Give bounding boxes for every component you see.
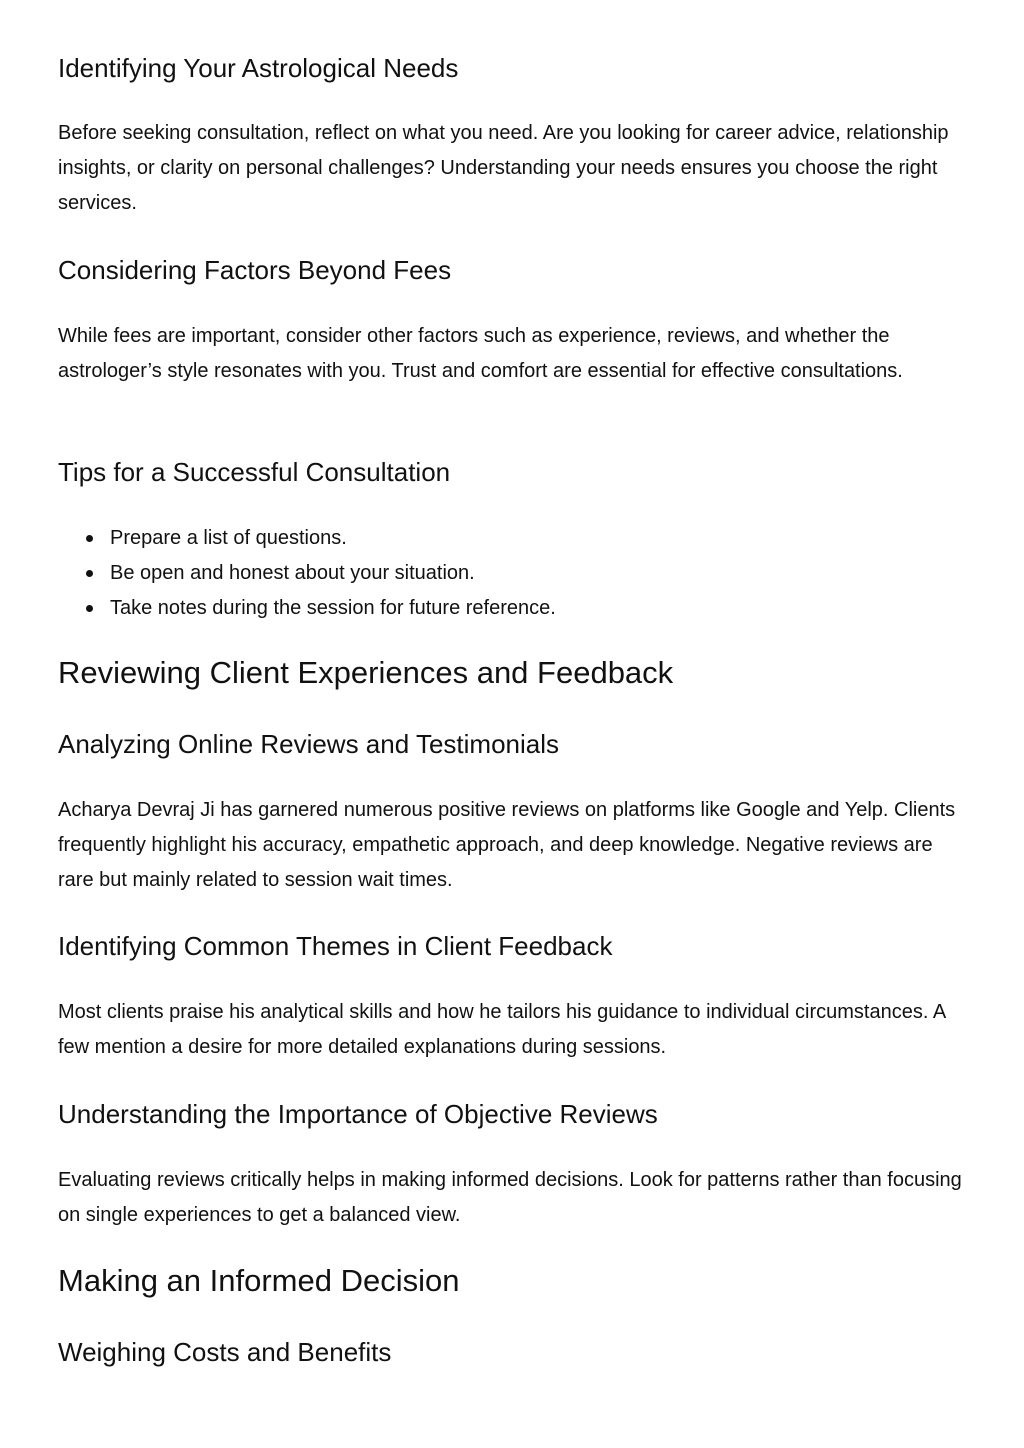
list-item-text: Prepare a list of questions. <box>110 527 347 549</box>
paragraph-objective-reviews: Evaluating reviews critically helps in making informed decisions. Look for patterns rather than focusing on single experiences to get a balanced view. <box>58 1169 962 1226</box>
heading-reviewing-client-experiences: Reviewing Client Experiences and Feedback <box>58 655 674 690</box>
paragraph-factors-beyond-fees: While fees are important, consider other factors such as experience, reviews, and whether the astrologer’s style resonates with you. Trust and comfort are essential for effective consultations. <box>58 325 903 382</box>
list-item <box>58 556 556 591</box>
consultation-tips-list <box>58 521 556 626</box>
heading-astrological-needs: Identifying Your Astrological Needs <box>58 53 459 83</box>
list-item <box>58 521 556 556</box>
heading-weighing-costs: Weighing Costs and Benefits <box>58 1337 392 1367</box>
list-item-text: Take notes during the session for future reference. <box>110 597 556 619</box>
paragraph-astrological-needs: Before seeking consultation, reflect on what you need. Are you looking for career advice, relationship insights, or clarity on personal challenges? Understanding your needs ensures you choose the right services. <box>58 122 949 214</box>
heading-online-reviews: Analyzing Online Reviews and Testimonials <box>58 729 559 759</box>
heading-informed-decision: Making an Informed Decision <box>58 1263 460 1298</box>
paragraph-common-themes: Most clients praise his analytical skills and how he tailors his guidance to individual circumstances. A few mention a desire for more detailed explanations during sessions. <box>58 1001 946 1058</box>
paragraph-online-reviews: Acharya Devraj Ji has garnered numerous positive reviews on platforms like Google and Yelp. Clients frequently highlight his accuracy, empathetic approach, and deep knowledge. Negative reviews are rare but mainly related to session wait times. <box>58 799 956 891</box>
bullet-icon <box>86 605 93 612</box>
bullet-icon <box>86 535 93 542</box>
bullet-icon <box>86 570 93 577</box>
list-item <box>58 591 556 626</box>
heading-factors-beyond-fees: Considering Factors Beyond Fees <box>58 255 452 285</box>
heading-common-themes: Identifying Common Themes in Client Feedback <box>58 931 613 961</box>
list-item-text: Be open and honest about your situation. <box>110 562 475 584</box>
heading-objective-reviews: Understanding the Importance of Objective Reviews <box>58 1099 658 1129</box>
heading-consultation-tips: Tips for a Successful Consultation <box>58 457 451 487</box>
